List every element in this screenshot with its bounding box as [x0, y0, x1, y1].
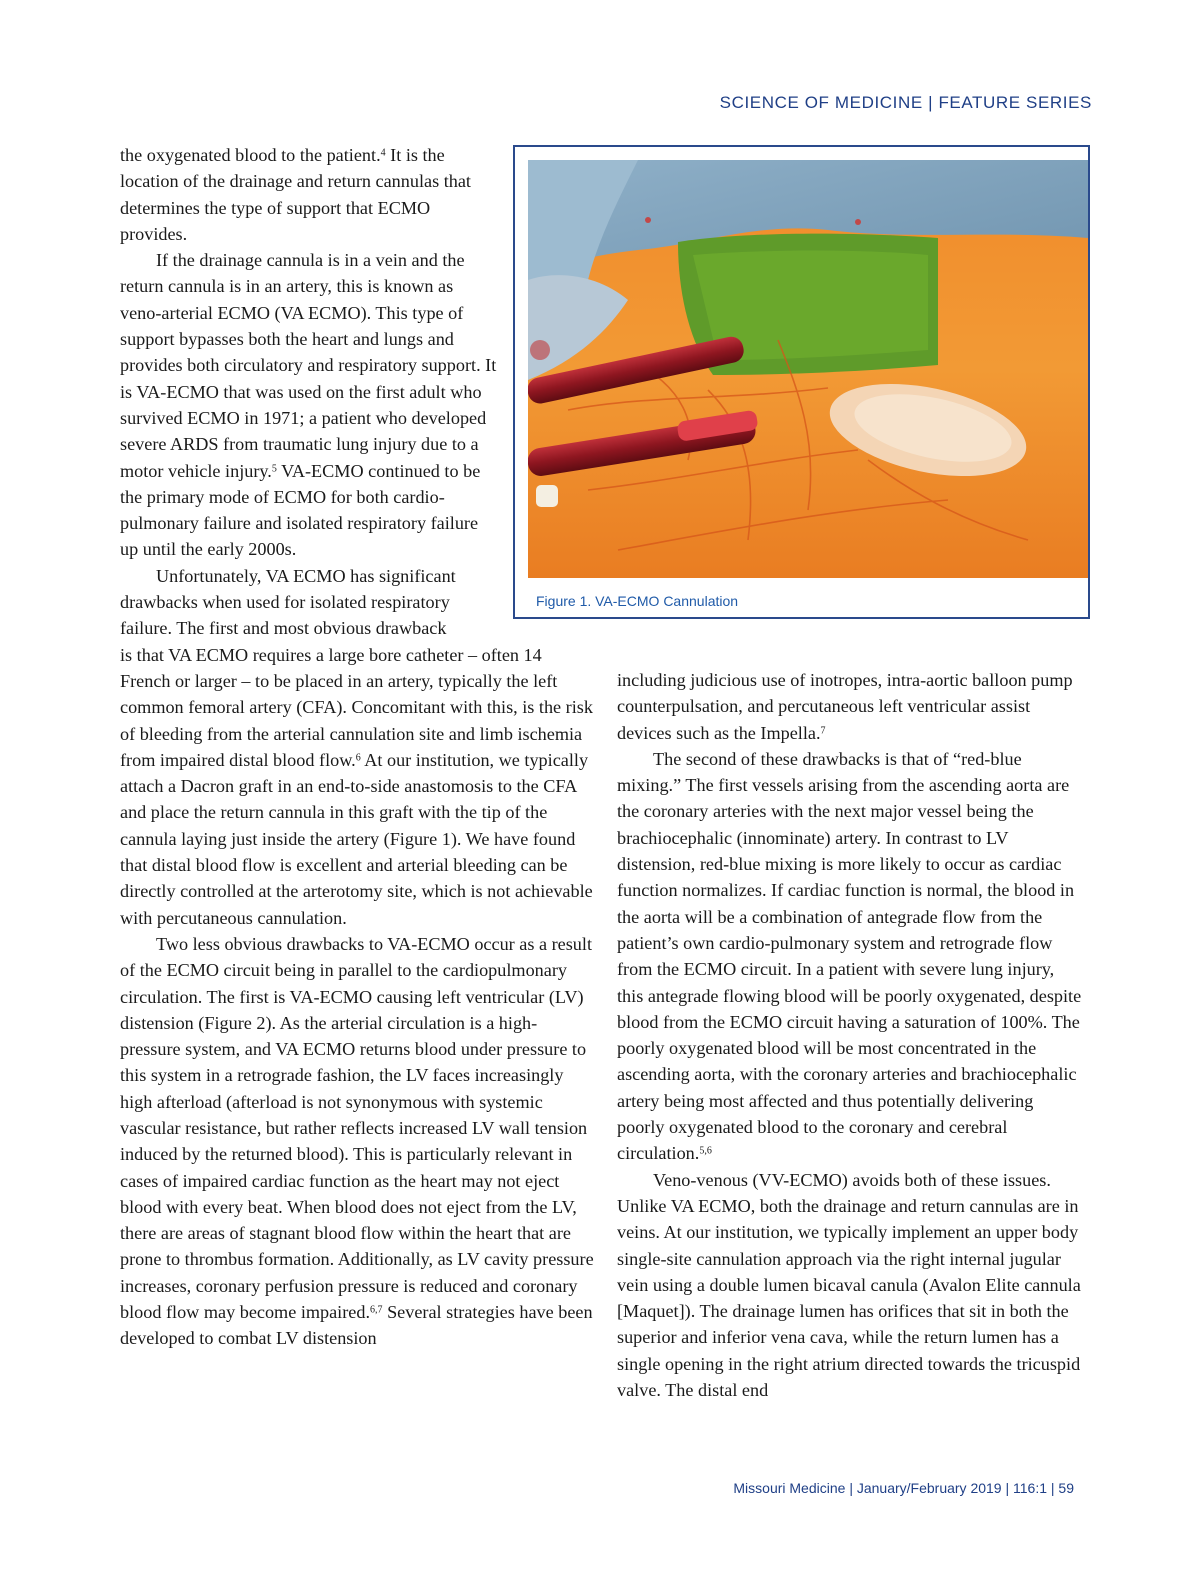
left-column-narrow-section — [120, 142, 498, 642]
text-run: The second of these drawbacks is that of “red-blue mixing.” The first vessels arising from the ascending aorta are the coronary arteries with the next major vessel being the brachiocephalic (innominate) artery. In contrast to LV distension, red-blue mixing is more likely to occur as cardiac function normalizes. If cardiac function is normal, the blood in the aorta will be a combination of antegrade flow from the patient’s own cardio-pulmonary system and retrograde flow from the ECMO circuit. In a patient with severe lung injury, this antegrade flowing blood will be poorly oxygenated, despite blood from the ECMO circuit having a saturation of 100%. The poorly oxygenated blood will be most concentrated in the ascending aorta, with the coronary arteries and brachiocephalic artery being most affected and thus potentially delivering poorly oxygenated blood to the coronary and cerebral circulation. — [617, 748, 1082, 1164]
figure-1 — [513, 145, 1090, 619]
text-run: Two less obvious drawbacks to VA-ECMO occur as a result of the ECMO circuit being in parallel to the cardiopulmonary circulation. The first is VA-ECMO causing left ventricular (LV) distension (Figure 2). As the arterial circulation is a high-pressure system, and VA ECMO returns blood under pressure to this system in a retrograde fashion, the LV faces increasingly high afterload (afterload is not synonymous with systemic vascular resistance, but rather reflects increased LV wall tension induced by the returned blood). This is particularly relevant in cases of impaired cardiac function as the heart may not eject blood with every beat. When blood does not eject from the LV, there are areas of stagnant blood flow within the heart that are prone to thrombus formation. Additionally, as LV cavity pressure increases, coronary perfusion pressure is reduced and coronary blood flow may become impaired. — [120, 933, 594, 1323]
reference-superscript: 5,6 — [699, 1145, 712, 1157]
text-run: Veno-venous (VV-ECMO) avoids both of these issues. Unlike VA ECMO, both the drainage and return cannulas are in veins. At our institution, we typically implement an upper body single-site cannulation approach via the right internal jugular vein using a double lumen bicaval canula (Avalon Elite cannula [Maquet]). The drainage lumen has orifices that sit in both the superior and inferior vena cava, while the return lumen has a single opening in the right atrium directed towards the tricuspid valve. The distal end — [617, 1169, 1081, 1401]
reference-superscript: 6,7 — [370, 1304, 383, 1316]
text-run: If the drainage cannula is in a vein and the return cannula is in an artery, this is known as veno-arterial ECMO (VA ECMO). This type of support bypasses both the heart and lungs and provides both circulatory and respiratory support. It is VA-ECMO that was used on the first adult who survived ECMO in 1971; a patient who developed severe ARDS from traumatic lung injury due to a motor vehicle injury. — [120, 250, 497, 481]
text-run: VA-ECMO continued to be the primary mode of ECMO for both cardio-pulmonary failure and isolated respiratory failure up until the early 2000s. — [120, 460, 481, 560]
text-run: Several strategies have been developed to combat LV distension — [120, 1302, 593, 1349]
text-run: Unfortunately, VA ECMO has significant drawbacks when used for isolated respiratory failure. The first and most obvious drawback — [120, 565, 456, 639]
figure-caption: Figure 1. VA-ECMO Cannulation — [536, 593, 739, 609]
left-column — [120, 142, 595, 1352]
paragraph — [617, 746, 1085, 1167]
reference-superscript: 5 — [271, 463, 277, 475]
paragraph — [120, 931, 595, 1352]
paragraph — [120, 142, 498, 247]
right-column — [617, 667, 1085, 1403]
reference-superscript: 7 — [820, 725, 826, 737]
paragraph — [120, 563, 498, 642]
paragraph — [120, 247, 498, 563]
paragraph-continuation — [120, 642, 595, 931]
text-run: including judicious use of inotropes, intra-aortic balloon pump counterpulsation, and percutaneous left ventricular assist devices such as the Impella. — [617, 670, 1073, 743]
page-footer: Missouri Medicine | January/February 2019 | 116:1 | 59 — [733, 1480, 1074, 1496]
reference-superscript: 6 — [355, 752, 361, 764]
paragraph — [617, 667, 1085, 746]
text-run: It is the location of the drainage and return cannulas that determines the type of support that ECMO provides. — [120, 145, 471, 244]
text-run: is that VA ECMO requires a large bore catheter – often 14 French or larger – to be placed in an artery, typically the left common femoral artery (CFA). Concomitant with this, is the risk of bleeding from the arterial cannulation site and limb ischemia from impaired distal blood flow. — [120, 644, 593, 770]
text-run: the oxygenated blood to the patient. — [120, 145, 381, 165]
text-run: At our institution, we typically attach a Dacron graft in an end-to-side anastomosis to the CFA and place the return cannula in this graft with the tip of the cannula laying just inside the artery (Figure 1). We have found that distal blood flow is excellent and arterial bleeding can be directly controlled at the arterotomy site, which is not achievable with percutaneous cannulation. — [120, 749, 593, 928]
section-header: SCIENCE OF MEDICINE | FEATURE SERIES — [719, 93, 1092, 112]
paragraph — [617, 1167, 1085, 1404]
reference-superscript: 4 — [380, 147, 386, 159]
surgical-photo — [528, 160, 1088, 578]
